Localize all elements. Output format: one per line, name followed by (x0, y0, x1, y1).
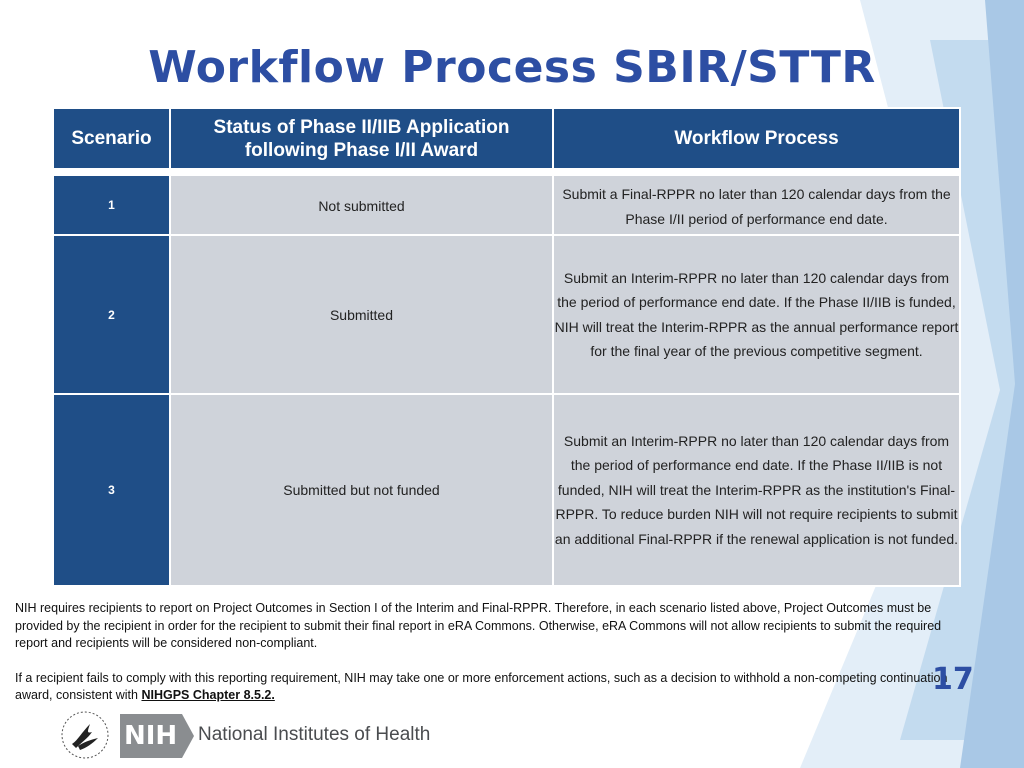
note-text: If a recipient fails to comply with this reporting requirement, NIH may take one or more enforcement actions, such as a decision to withhold a non-competing continuation award, consistent with (15, 670, 948, 703)
workflow-cell: Submit an Interim-RPPR no later than 120 calendar days from the period of performance end date. If the Phase II/IIB is not funded, NIH will treat the Interim-RPPR as the institution's Final-RPPR. To reduce burden NIH will not require recipients to submit an additional Final-RPPR if the renewal application is not funded. (553, 394, 960, 586)
workflow-cell: Submit an Interim-RPPR no later than 120 calendar days from the period of performance end date. If the Phase II/IIB is funded, NIH will treat the Interim-RPPR as the annual performance report for the final year of the previous competitive segment. (553, 235, 960, 394)
scenario-cell: 2 (53, 235, 170, 394)
hhs-eagle-seal-icon (60, 710, 110, 760)
status-cell: Submitted (170, 235, 553, 394)
status-cell: Submitted but not funded (170, 394, 553, 586)
note-paragraph: NIH requires recipients to report on Project Outcomes in Section I of the Interim and Final-RPPR. Therefore, in each scenario listed above, Project Outcomes must be provided by the recipient in order for the recipient to submit their final report in eRA Commons. Otherwise, eRA Commons will not allow recipients to submit the required report and recipients will be considered non-compliant. (15, 601, 942, 651)
page-number: 17 (932, 662, 974, 697)
scenario-cell: 1 (53, 175, 170, 235)
table-row (53, 394, 960, 586)
nih-logo-arrow (182, 714, 194, 758)
header-workflow: Workflow Process (553, 108, 960, 169)
nih-logo: NIH (120, 714, 182, 758)
page-title: Workflow Process SBIR/STTR (148, 42, 876, 93)
table-header-row (53, 108, 960, 169)
org-name: National Institutes of Health (198, 724, 431, 745)
status-cell: Not submitted (170, 175, 553, 235)
header-scenario: Scenario (53, 108, 170, 169)
header-status: Status of Phase II/IIB Application following Phase I/II Award (170, 108, 553, 169)
scenario-cell: 3 (53, 394, 170, 586)
nihgps-chapter-link[interactable]: NIHGPS Chapter 8.5.2. (141, 688, 275, 703)
workflow-cell: Submit a Final-RPPR no later than 120 calendar days from the Phase I/II period of performance end date. (553, 175, 960, 235)
note-paragraph (15, 670, 950, 705)
table-row (53, 235, 960, 394)
workflow-table (52, 107, 961, 587)
table-row (53, 175, 960, 235)
notes-section (15, 600, 950, 705)
